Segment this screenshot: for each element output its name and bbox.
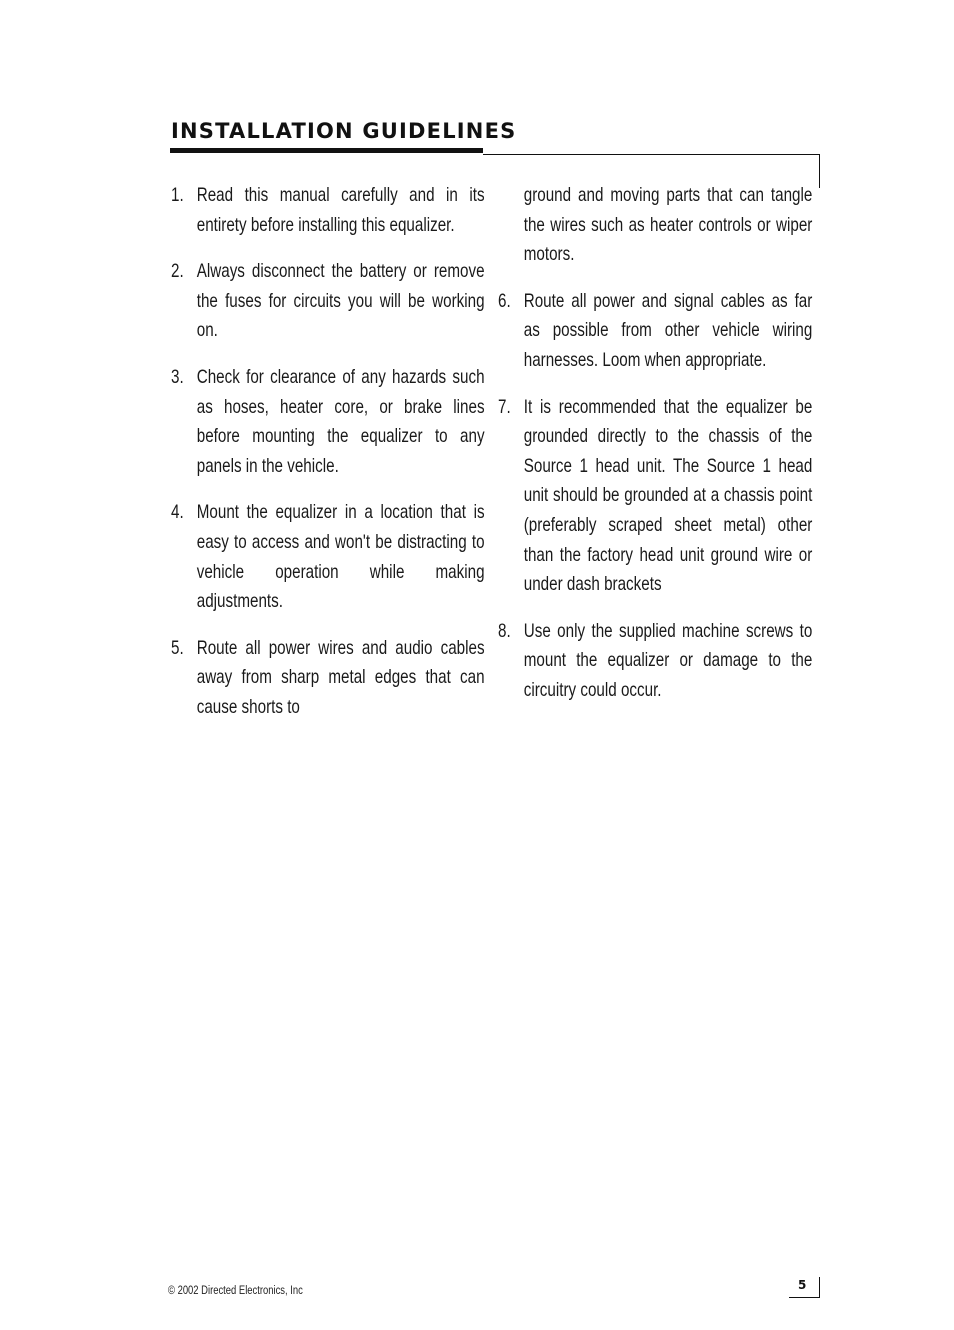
item-text: It is recommended that the equalizer be grounded directly to the chassis of the Source 1 head unit. The Source 1 head unit should be grounded at a chassis point (preferably scraped sheet metal) other than the factory head unit ground wire or under dash brackets bbox=[523, 395, 813, 596]
item-text: Route all power wires and audio cables away from sharp metal edges that can cause shorts to bbox=[196, 636, 485, 718]
page-number: 5 bbox=[798, 1278, 807, 1292]
guideline-item bbox=[171, 498, 485, 616]
guidelines-left-column bbox=[171, 181, 485, 740]
title-underline bbox=[170, 148, 483, 153]
item-number: 7. bbox=[498, 395, 511, 418]
page-number-rule bbox=[789, 1297, 819, 1298]
guideline-item bbox=[171, 634, 485, 723]
item-number: 4. bbox=[171, 501, 184, 524]
item-text: Check for clearance of any hazards such as hoses, heater core, or brake lines before mounting the equalizer to any panels in the vehicle. bbox=[196, 365, 485, 477]
item-text: Route all power and signal cables as far as possible from other vehicle wiring harnesses. Loom when appropriate. bbox=[523, 289, 813, 371]
guideline-item bbox=[498, 287, 812, 376]
item-number: 8. bbox=[498, 619, 511, 642]
item-text: Mount the equalizer in a location that is easy to access and won't be distracting to vehicle operation while making adjustments. bbox=[196, 501, 485, 613]
guideline-continuation bbox=[498, 181, 812, 270]
item-number: 3. bbox=[171, 365, 184, 388]
item-text: Always disconnect the battery or remove the fuses for circuits you will be working on. bbox=[196, 260, 485, 342]
item-number: 6. bbox=[498, 289, 511, 312]
item-text: Use only the supplied machine screws to mount the equalizer or damage to the circuitry could occur. bbox=[523, 619, 813, 701]
page-number-rule-tick bbox=[819, 1277, 820, 1298]
header-rule bbox=[483, 154, 820, 155]
guideline-item bbox=[171, 257, 485, 346]
copyright-footer: © 2002 Directed Electronics, Inc bbox=[168, 1285, 303, 1297]
guideline-item bbox=[171, 363, 485, 481]
item-number: 2. bbox=[171, 260, 184, 283]
guidelines-right-column bbox=[498, 181, 813, 723]
item-number: 1. bbox=[171, 184, 184, 206]
item-number: 5. bbox=[171, 636, 184, 659]
guideline-item bbox=[498, 617, 812, 706]
item-text: Read this manual carefully and in its entirety before installing this equalizer. bbox=[196, 184, 485, 236]
guideline-item bbox=[498, 393, 812, 600]
guideline-item bbox=[171, 181, 485, 240]
header-rule-tick bbox=[819, 154, 820, 188]
page-title: INSTALLATION GUIDELINES bbox=[171, 119, 517, 143]
item-text: ground and moving parts that can tangle the wires such as heater controls or wiper motors. bbox=[523, 184, 813, 266]
